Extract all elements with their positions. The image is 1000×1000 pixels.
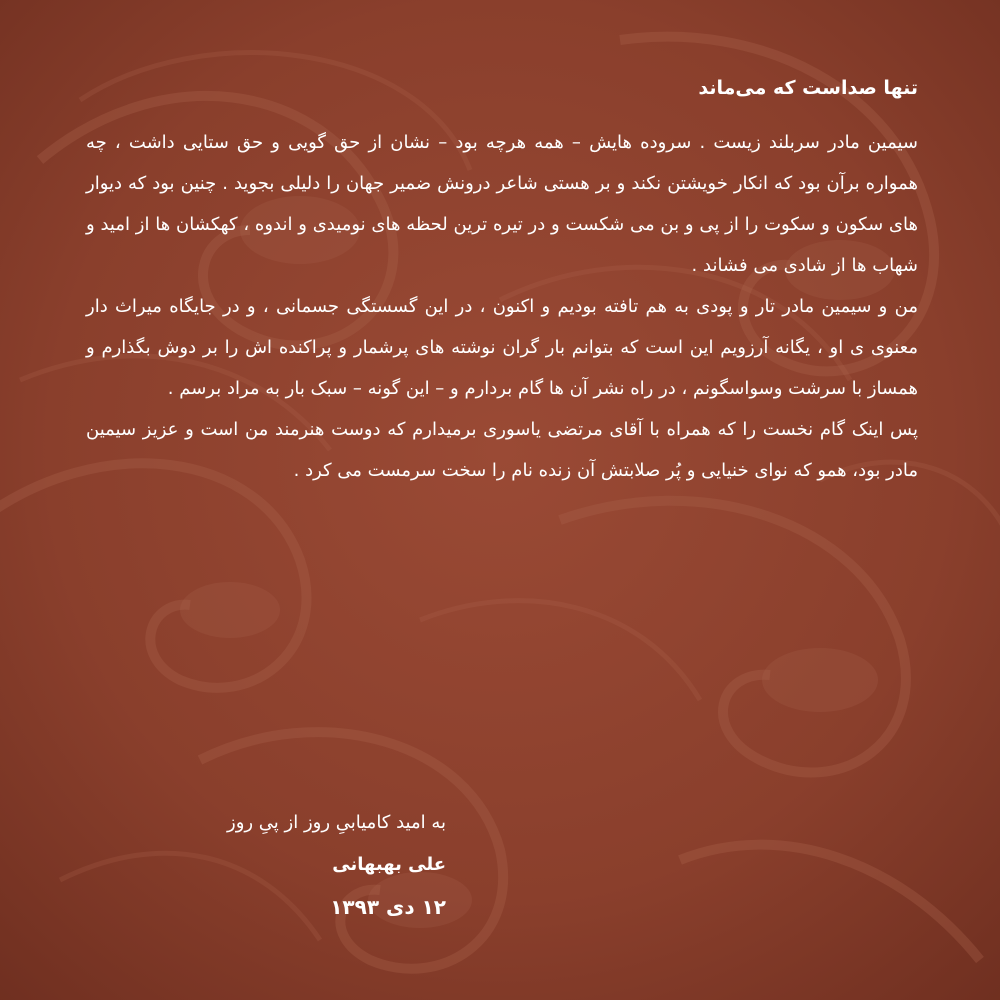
signature-block: [86, 802, 446, 928]
letter-body: [86, 72, 918, 491]
paragraph-2: من و سیمین مادر تار و پودی به هم تافته بودیم و اکنون ، در این گسستگی جسمانی ، و در جایگاه میراث دار معنوی ی او ، یگانه آرزویم این است که بتوانم بار گران نوشته های پرشمار و پراکنده اش را بر دوش بگذارم و همساز با سرشت وسواسگونم ، در راه نشر آن ها گام بردارم و – این گونه – سبک بار به مراد برسم .: [86, 296, 918, 399]
signature-wish: به امید کامیابیِ روز از پیِ روز: [227, 812, 446, 833]
signature-name: علی بهبهانی: [332, 854, 446, 875]
signature-date: ۱۲ دی ۱۳۹۳: [330, 895, 446, 919]
paragraph-1: سیمین مادر سربلند زیست . سروده هایش – همه هرچه بود – نشان از حق گویی و حق ستایی داشت ، چه همواره برآن بود که انکار خویشتن نکند و بر هستی شاعر درونش ضمیر جهان را دلیلی بجوید . چنین بود که دیوار های سکون و سکوت را از پی و بن می شکست و در تیره ترین لحظه های نومیدی و اندوه ، کهکشان ها از امید و شهاب ها از شادی می فشاند .: [86, 132, 918, 276]
page-title: تنها صداست که می‌ماند: [698, 77, 918, 99]
paragraph-3: پس اینک گام نخست را که همراه با آقای مرتضی یاسوری برمیدارم که دوست هنرمند من است و عزیز سیمین مادر بود، همو که نوای خنیایی و پُر صلابتش آن زنده نام را سخت سرمست می کرد .: [86, 419, 918, 481]
